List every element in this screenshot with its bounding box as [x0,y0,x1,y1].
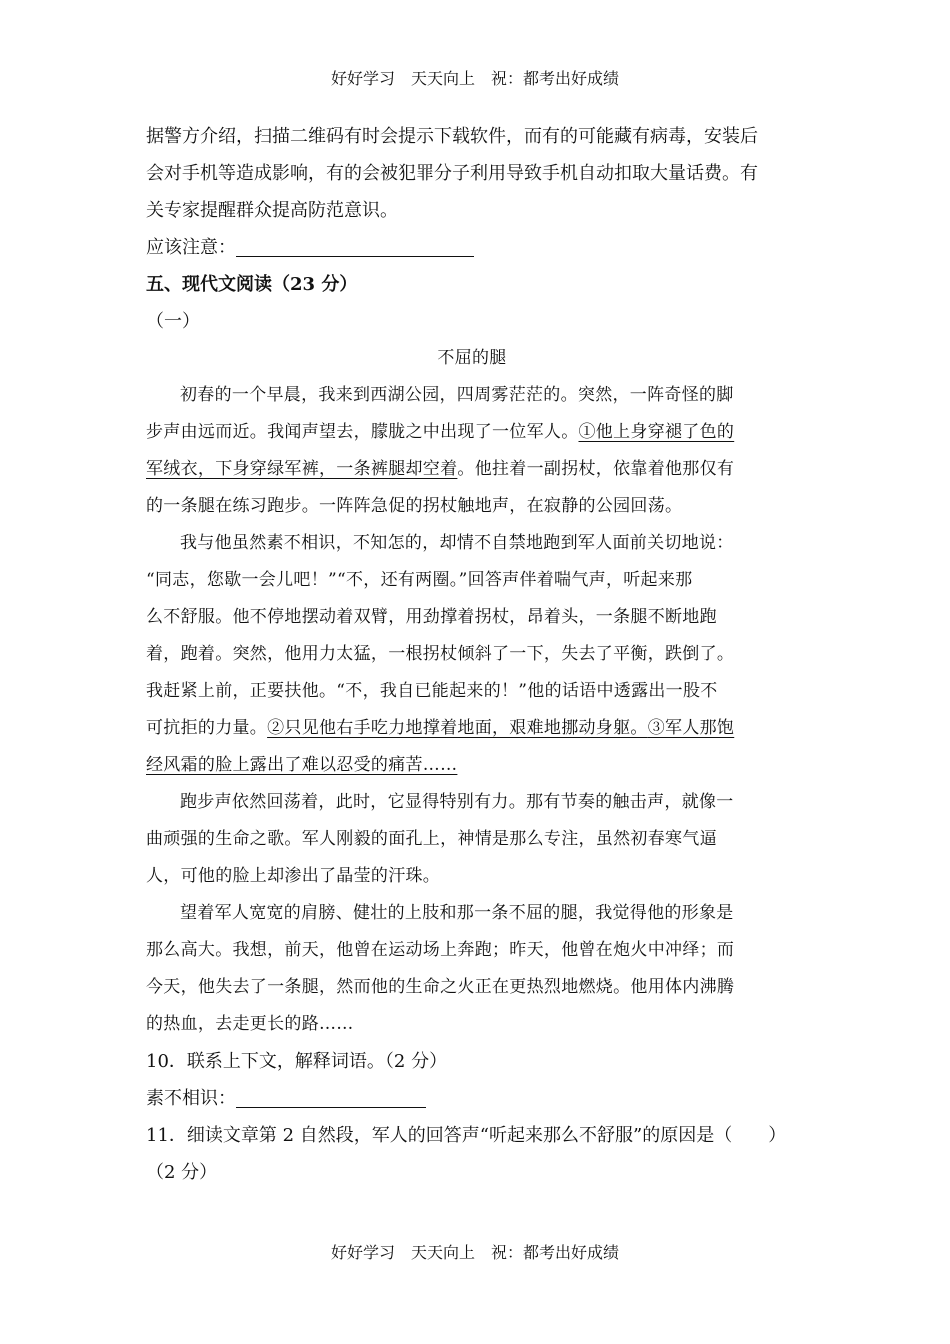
intro-line-1: 据警方介绍，扫描二维码有时会提示下载软件，而有的可能藏有病毒，安装后 [146,126,758,147]
article-p2-line-1: 我与他虽然素不相识，不知怎的，却情不自禁地跑到军人面前关切地说： [180,533,734,553]
article-p1-line-2 [146,414,798,451]
intro-line-2: 会对手机等造成影响，有的会被犯罪分子利用导致手机自动扣取大量话费。有 [146,163,758,184]
underlined-sentence-3b: 经风霜的脸上露出了难以忍受的痛苦…… [146,755,458,775]
p1-l2-text: 步声由远而近。我闻声望去，朦胧之中出现了一位军人。 [146,422,579,442]
article-p1-line-1: 初春的一个早晨，我来到西湖公园，四周雾茫茫的。突然，一阵奇怪的脚 [180,385,734,405]
article-p1-line-3 [146,451,798,488]
article-p2-line-2: “同志，您歇一会儿吧！”“不，还有两圈。”回答声伴着喘气声，听起来那 [146,570,693,590]
article-p4-line-1: 望着军人宽宽的肩膀、健壮的上肢和那一条不屈的腿，我觉得他的形象是 [180,903,734,923]
page-header: 好好学习 天天向上 祝：都考出好成绩 [330,69,619,88]
underlined-sentence-1b: 军绒衣，下身穿绿军裤，一条裤腿却空着 [146,459,458,479]
question-10-label: 素不相识： [146,1088,236,1109]
p2-l6-text: 可抗拒的力量。 [146,718,268,738]
article-p4-line-4: 的热血，去走更长的路…… [146,1014,354,1034]
underlined-sentence-1a: ①他上身穿褪了色的 [578,422,735,442]
question-11-line-2: （2 分） [146,1162,218,1183]
article-p3-line-1: 跑步声依然回荡着，此时，它显得特别有力。那有节奏的触击声，就像一 [180,792,734,812]
p1-l3-text: 。他拄着一副拐杖，依靠着他那仅有 [457,459,735,479]
article-p4-line-3: 今天，他失去了一条腿，然而他的生命之火正在更热烈地燃烧。他用体内沸腾 [146,977,735,997]
question-10-answer-line [146,1080,798,1117]
question-11-line-1: 11．细读文章第 2 自然段，军人的回答声“听起来那么不舒服”的原因是（ ） [146,1125,787,1146]
article-p3-line-3: 人，可他的脸上却渗出了晶莹的汗珠。 [146,866,441,886]
article-p2-line-5: 我赶紧上前，正要扶他。“不，我自已能起来的！”他的话语中透露出一股不 [146,681,718,701]
article-p2-line-3: 么不舒服。他不停地摆动着双臂，用劲撑着拐杖，昂着头，一条腿不断地跑 [146,607,717,627]
question-10-blank[interactable] [236,1085,426,1108]
article-title: 不屈的腿 [437,348,507,368]
article-p2-line-4: 着，跑着。突然，他用力太猛，一根拐杖倾斜了一下，失去了平衡，跌倒了。 [146,644,735,664]
intro-answer-label: 应该注意： [146,237,236,258]
underlined-sentence-3a: ③军人那饱 [647,718,735,738]
article-p1-line-4: 的一条腿在练习跑步。一阵阵急促的拐杖触地声，在寂静的公园回荡。 [146,496,683,516]
page-footer: 好好学习 天天向上 祝：都考出好成绩 [330,1243,619,1262]
section-subtitle: （一） [146,311,200,332]
intro-line-3: 关专家提醒群众提高防范意识。 [146,200,398,221]
question-10: 10．联系上下文，解释词语。（2 分） [146,1051,448,1072]
section-title: 五、现代文阅读（23 分） [146,274,358,295]
article-p3-line-2: 曲顽强的生命之歌。军人刚毅的面孔上，神情是那么专注，虽然初春寒气逼 [146,829,717,849]
article-p2-line-7 [146,747,798,784]
article-p2-line-6 [146,710,798,747]
article-p4-line-2: 那么高大。我想，前天，他曾在运动场上奔跑；昨天，他曾在炮火中冲绎；而 [146,940,735,960]
intro-answer-blank[interactable] [236,234,474,257]
page-content [146,118,798,1191]
intro-answer-line [146,229,798,266]
underlined-sentence-2: ②只见他右手吃力地撑着地面，艰难地挪动身躯。 [267,718,648,738]
